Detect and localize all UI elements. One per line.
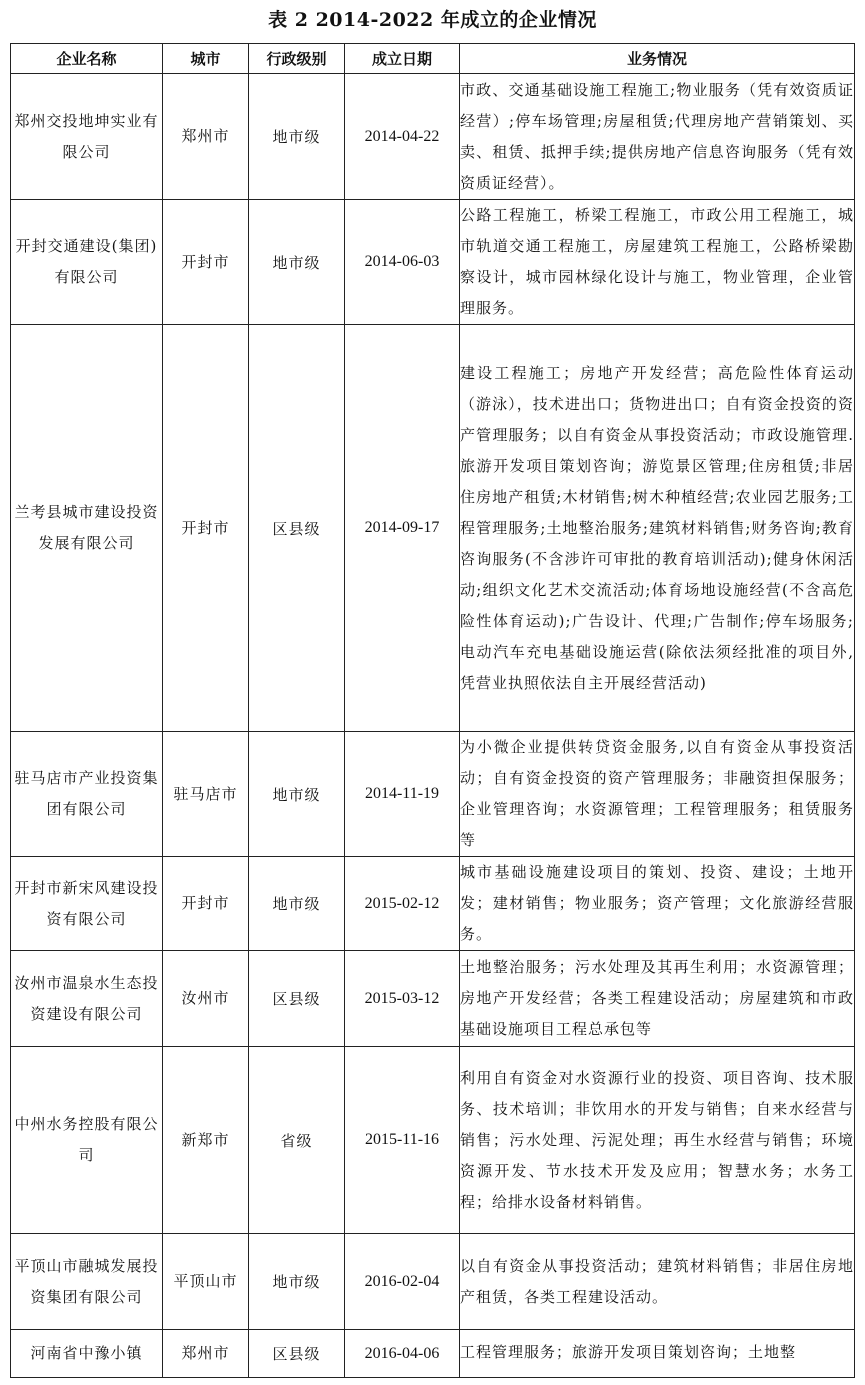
date-cell: 2016-02-04 — [345, 1234, 460, 1330]
city-cell: 开封市 — [163, 200, 249, 325]
business-cell: 工程管理服务；旅游开发项目策划咨询；土地整 — [460, 1330, 855, 1378]
level-cell: 地市级 — [249, 74, 345, 200]
date-cell: 2014-11-19 — [345, 732, 460, 857]
city-cell: 郑州市 — [163, 1330, 249, 1378]
business-cell: 市政、交通基础设施工程施工;物业服务（凭有效资质证经营）;停车场管理;房屋租赁;代理房地产营销策划、买卖、租赁、抵押手续;提供房地产信息咨询服务（凭有效资质证经营）。 — [460, 74, 855, 200]
business-cell: 建设工程施工；房地产开发经营；高危险性体育运动（游泳），技术进出口；货物进出口；自有资金投资的资产管理服务；以自有资金从事投资活动；市政设施管理. 旅游开发项目策划咨询；游览景区管理;住房租赁;非居住房地产租赁;木材销售;树木种植经营;农业园艺服务;工程管理服务;土地整治服务;建筑材料销售;财务咨询;教育咨询服务(不含涉许可审批的教育培训活动);健身休闲活动;组织文化艺术交流活动;体育场地设施经营(不含高危险性体育运动);广告设计、代理;广告制作;停车场服务;电动汽车充电基础设施运营(除依法须经批准的项目外,凭营业执照依法自主开展经营活动) — [460, 325, 855, 732]
header-business: 业务情况 — [460, 44, 855, 74]
level-cell: 地市级 — [249, 1234, 345, 1330]
business-cell: 利用自有资金对水资源行业的投资、项目咨询、技术服务、技术培训；非饮用水的开发与销售；自来水经营与销售；污水处理、污泥处理；再生水经营与销售；环境资源开发、节水技术开发及应用；智慧水务；水务工程；给排水设备材料销售。 — [460, 1047, 855, 1234]
company-name-cell: 汝州市温泉水生态投资建设有限公司 — [11, 951, 163, 1047]
enterprise-table — [10, 43, 855, 1378]
table-row — [11, 1330, 855, 1378]
level-cell: 地市级 — [249, 200, 345, 325]
company-name-cell: 驻马店市产业投资集团有限公司 — [11, 732, 163, 857]
company-name-cell: 兰考县城市建设投资发展有限公司 — [11, 325, 163, 732]
date-cell: 2015-11-16 — [345, 1047, 460, 1234]
table-title: 表 2 2014-2022 年成立的企业情况 — [268, 9, 597, 31]
header-level: 行政级别 — [249, 44, 345, 74]
level-cell: 省级 — [249, 1047, 345, 1234]
table-header-row — [11, 44, 855, 74]
company-name-cell: 平顶山市融城发展投资集团有限公司 — [11, 1234, 163, 1330]
header-city: 城市 — [163, 44, 249, 74]
city-cell: 平顶山市 — [163, 1234, 249, 1330]
table-row — [11, 857, 855, 951]
company-name-cell: 开封交通建设(集团)有限公司 — [11, 200, 163, 325]
company-name-cell: 河南省中豫小镇 — [11, 1330, 163, 1378]
city-cell: 开封市 — [163, 325, 249, 732]
table-row — [11, 951, 855, 1047]
level-cell: 地市级 — [249, 732, 345, 857]
city-cell: 汝州市 — [163, 951, 249, 1047]
business-cell: 公路工程施工，桥梁工程施工，市政公用工程施工，城市轨道交通工程施工，房屋建筑工程施工，公路桥梁勘察设计，城市园林绿化设计与施工，物业管理，企业管理服务。 — [460, 200, 855, 325]
date-cell: 2015-03-12 — [345, 951, 460, 1047]
table-row — [11, 325, 855, 732]
company-name-cell: 中州水务控股有限公司 — [11, 1047, 163, 1234]
level-cell: 地市级 — [249, 857, 345, 951]
date-cell: 2016-04-06 — [345, 1330, 460, 1378]
business-cell: 城市基础设施建设项目的策划、投资、建设；土地开发；建材销售；物业服务；资产管理；文化旅游经营服务。 — [460, 857, 855, 951]
date-cell: 2014-04-22 — [345, 74, 460, 200]
table-row — [11, 200, 855, 325]
level-cell: 区县级 — [249, 1330, 345, 1378]
city-cell: 驻马店市 — [163, 732, 249, 857]
table-row — [11, 74, 855, 200]
city-cell: 郑州市 — [163, 74, 249, 200]
company-name-cell: 郑州交投地坤实业有限公司 — [11, 74, 163, 200]
city-cell: 开封市 — [163, 857, 249, 951]
header-date: 成立日期 — [345, 44, 460, 74]
date-cell: 2014-09-17 — [345, 325, 460, 732]
header-name: 企业名称 — [11, 44, 163, 74]
table-row — [11, 1047, 855, 1234]
city-cell: 新郑市 — [163, 1047, 249, 1234]
date-cell: 2014-06-03 — [345, 200, 460, 325]
table-row — [11, 1234, 855, 1330]
business-cell: 土地整治服务；污水处理及其再生利用；水资源管理；房地产开发经营；各类工程建设活动；房屋建筑和市政基础设施项目工程总承包等 — [460, 951, 855, 1047]
date-cell: 2015-02-12 — [345, 857, 460, 951]
level-cell: 区县级 — [249, 951, 345, 1047]
table-row — [11, 732, 855, 857]
business-cell: 以自有资金从事投资活动；建筑材料销售；非居住房地产租赁，各类工程建设活动。 — [460, 1234, 855, 1330]
level-cell: 区县级 — [249, 325, 345, 732]
company-name-cell: 开封市新宋风建设投资有限公司 — [11, 857, 163, 951]
business-cell: 为小微企业提供转贷资金服务,以自有资金从事投资活动；自有资金投资的资产管理服务；非融资担保服务；企业管理咨询；水资源管理；工程管理服务；租赁服务等 — [460, 732, 855, 857]
